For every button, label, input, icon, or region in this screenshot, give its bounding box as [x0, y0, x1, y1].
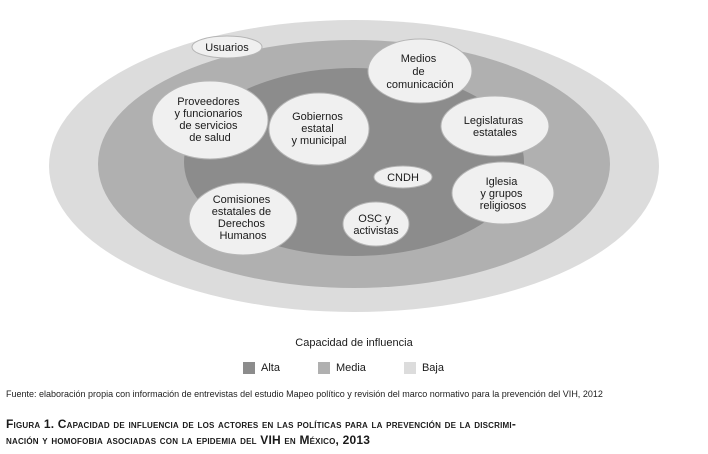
actor-label-line: OSC y: [358, 213, 391, 225]
legend-swatch-baja: [404, 362, 416, 374]
actor-cndh: [374, 166, 432, 188]
actor-label-line: estatales de: [211, 206, 272, 218]
actor-osc: [343, 202, 409, 246]
actor-medios: [368, 39, 472, 103]
actor-label: [480, 176, 527, 212]
legend-label-media: Media: [335, 362, 366, 374]
actor-label-line: Usuarios: [205, 42, 249, 54]
actor-label-line: estatal: [301, 123, 334, 135]
actor-label-line: de salud: [189, 132, 231, 144]
actor-label-line: Medios: [400, 53, 437, 65]
legend-swatch-alta: [243, 362, 255, 374]
legend-title: Capacidad de influencia: [295, 337, 413, 349]
actor-label-line: Derechos: [217, 218, 266, 230]
actor-label: [212, 194, 274, 242]
actor-label: [464, 115, 526, 139]
actor-label-line: CNDH: [387, 172, 419, 184]
legend-swatch-media: [318, 362, 330, 374]
legend-label-alta: Alta: [261, 362, 280, 374]
actor-label-line: Humanos: [219, 230, 267, 242]
actor-label-line: de servicios: [179, 120, 238, 132]
actor-iglesia: [452, 162, 554, 224]
actor-usuarios: [192, 36, 262, 58]
actor-label-line: Gobiernos: [292, 111, 343, 123]
legend-label-baja: Baja: [421, 362, 444, 374]
source-note: Fuente: elaboración propia con información de entrevistas del estudio Mapeo político y revisión del marco normativo para la prevención del VIH, 2012: [6, 389, 603, 399]
actor-label-line: estatales: [472, 127, 518, 139]
legend-item-baja: [404, 362, 444, 374]
caption-line-1: Figura 1. Capacidad de influencia de los actores en las políticas para la prevención de la discrimi-: [6, 417, 517, 431]
actor-label-line: religiosos: [479, 200, 527, 212]
actor-proveedores: [152, 81, 268, 159]
actor-label-line: comunicación: [386, 79, 454, 91]
legend-item-alta: [243, 362, 280, 374]
actor-label: [205, 42, 249, 54]
actor-label: [387, 172, 419, 184]
actor-label-line: Legislaturas: [463, 115, 524, 127]
actor-label-line: y grupos: [480, 188, 523, 200]
actor-gobiernos: [269, 93, 369, 165]
legend-item-media: [318, 362, 366, 374]
legend: [243, 361, 482, 375]
actor-comisiones: [189, 183, 297, 255]
actor-label-line: Iglesia: [485, 176, 518, 188]
actor-label-line: y municipal: [291, 135, 347, 147]
actor-legislaturas: [441, 96, 549, 156]
actor-label-line: Comisiones: [212, 194, 271, 206]
caption-line-2: nación y homofobia asociadas con la epidemia del VIH en México, 2013: [6, 433, 371, 447]
actor-label-line: de: [412, 66, 425, 78]
actor-label: [353, 213, 399, 237]
actor-label-line: y funcionarios: [174, 108, 243, 120]
actor-label-line: Proveedores: [177, 96, 240, 108]
figure-caption: [6, 416, 706, 448]
actor-label-line: activistas: [353, 225, 399, 237]
